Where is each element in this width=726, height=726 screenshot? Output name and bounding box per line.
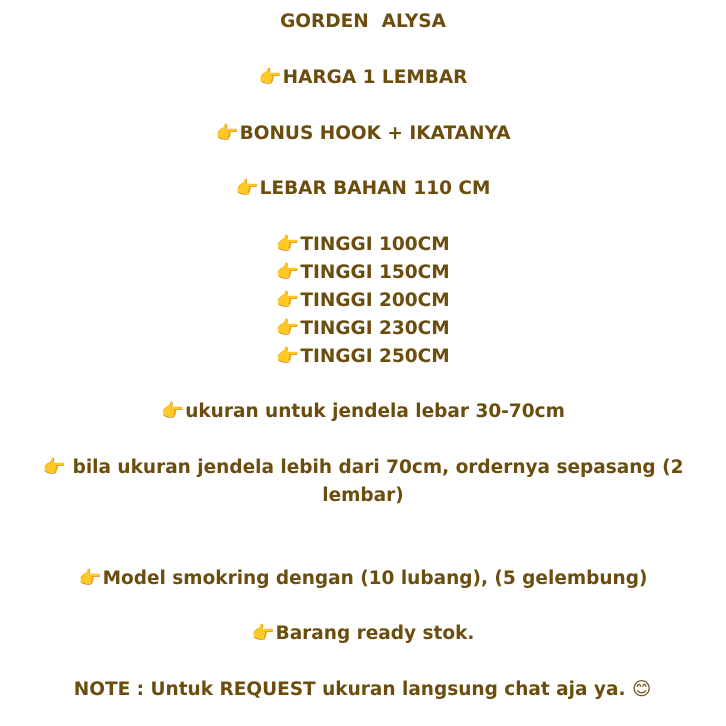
pointing-right-icon: 👉 (235, 178, 259, 199)
height-text: TINGGI 100CM (300, 234, 450, 255)
window-size-line (0, 398, 726, 426)
price-text: HARGA 1 LEMBAR (282, 67, 468, 88)
height-option-3 (0, 287, 726, 315)
pointing-right-icon: 👉 (276, 262, 300, 283)
model-line (0, 565, 726, 593)
fabric-width-text: LEBAR BAHAN 110 CM (259, 178, 491, 199)
note-text: NOTE : Untuk REQUEST ukuran langsung chat aja ya. (73, 679, 626, 700)
price-line (0, 64, 726, 92)
smiling-face-icon: 😊 (631, 679, 652, 700)
pointing-right-icon: 👉 (276, 290, 300, 311)
pointing-right-icon: 👉 (258, 67, 282, 88)
height-option-5 (0, 343, 726, 371)
pointing-right-icon: 👉 (276, 234, 300, 255)
pair-order-note (40, 454, 686, 510)
pointing-right-icon: 👉 (161, 401, 185, 422)
window-size-text: ukuran untuk jendela lebar 30-70cm (185, 401, 565, 422)
pointing-right-icon: 👉 (42, 457, 66, 478)
height-option-4 (0, 315, 726, 343)
height-option-1 (0, 231, 726, 259)
stock-text: Barang ready stok. (275, 623, 475, 644)
pointing-right-icon: 👉 (251, 623, 275, 644)
title-line (0, 8, 726, 36)
height-text: TINGGI 230CM (300, 318, 450, 339)
pointing-right-icon: 👉 (276, 346, 300, 367)
note-line (0, 676, 726, 704)
pair-order-text: bila ukuran jendela lebih dari 70cm, ordernya sepasang (2 lembar) (72, 457, 684, 506)
height-text: TINGGI 250CM (300, 346, 450, 367)
pointing-right-icon: 👉 (276, 318, 300, 339)
height-text: TINGGI 150CM (300, 262, 450, 283)
pointing-right-icon: 👉 (215, 123, 239, 144)
bonus-text: BONUS HOOK + IKATANYA (239, 123, 511, 144)
product-title: GORDEN ALYSA (280, 11, 446, 32)
pointing-right-icon: 👉 (78, 568, 102, 589)
fabric-width-line (0, 175, 726, 203)
height-option-2 (0, 259, 726, 287)
model-text: Model smokring dengan (10 lubang), (5 gelembung) (102, 568, 648, 589)
stock-line (0, 620, 726, 648)
bonus-line (0, 120, 726, 148)
height-text: TINGGI 200CM (300, 290, 450, 311)
